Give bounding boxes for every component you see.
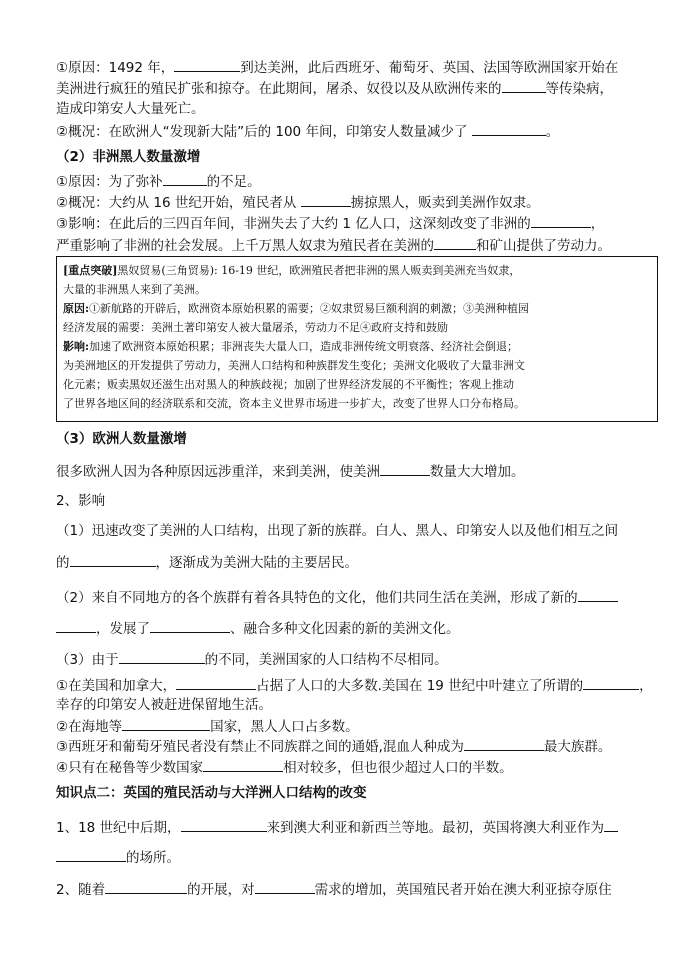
fill-blank[interactable]	[255, 880, 315, 894]
fill-blank[interactable]	[531, 214, 591, 228]
fill-blank[interactable]	[472, 122, 546, 136]
knowledge-point-heading: 知识点二：英国的殖民活动与大洋洲人口结构的改变	[56, 785, 367, 801]
key-point-box	[56, 256, 658, 422]
fill-blank[interactable]	[203, 758, 283, 772]
fill-blank[interactable]	[174, 58, 240, 72]
s1-line2: 美洲进行疯狂的殖民扩张和掠夺。在此期间，屠杀、奴役以及从欧洲传来的 等传染病，	[56, 81, 613, 97]
fill-blank[interactable]	[434, 236, 476, 250]
s2-line4: 严重影响了非洲的社会发展。上千万黑人奴隶为殖民者在美洲的 和矿山提供了劳动力。	[56, 238, 611, 254]
s5-line3: 2、随着 的开展，对 需求的增加，英国殖民者开始在澳大利亚掠夺原住	[56, 882, 612, 898]
fill-blank[interactable]	[163, 172, 207, 186]
s2-line2: ②概况：大约从 16 世纪开始，殖民者从 掳掠黑人，贩卖到美洲作奴隶。	[56, 195, 540, 211]
box-effect-2: 为美洲地区的开发提供了劳动力，美洲人口结构和种族群发生变化；美洲文化吸收了大量非洲文	[63, 359, 525, 372]
s4-q4: ③西班牙和葡萄牙殖民者没有禁止不同族群之间的通婚,混血人种成为 最大族群。	[56, 739, 612, 755]
section-heading: （2）非洲黑人数量激增	[56, 149, 201, 165]
s2-line1: ①原因：为了弥补 的不足。	[56, 174, 261, 190]
s4-p1-line1: （1）迅速改变了美洲的人口结构，出现了新的族群。白人、黑人、印第安人以及他们相互之间	[56, 523, 619, 539]
s1-line3: 造成印第安人大量死亡。	[56, 101, 205, 117]
fill-blank[interactable]	[176, 676, 256, 690]
s4-p2-line1: （2）来自不同地方的各个族群有着各具特色的文化，他们共同生活在美洲，形成了新的	[56, 588, 648, 607]
section-heading: （3）欧洲人数量激增	[56, 431, 187, 447]
s2-line3: ③影响：在此后的三四百年间，非洲失去了大约 1 亿人口，这深刻改变了非洲的 ，	[56, 216, 605, 232]
box-title: [重点突破]黑奴贸易(三角贸易): 16-19 世纪，欧洲殖民者把非洲的黑人贩卖到美洲充当奴隶，	[63, 264, 521, 277]
s4-p3: （3）由于 的不同，美洲国家的人口结构不尽相同。	[56, 652, 448, 668]
s4-q1: ①在美国和加拿大， 占据了人口的大多数.美国在 19 世纪中叶建立了所谓的 ，	[56, 678, 653, 694]
s4-q2: 幸存的印第安人被赶进保留地生活。	[56, 697, 272, 713]
s1-line4: ②概况：在欧洲人“发现新大陆”后的 100 年间，印第安人数量减少了 。	[56, 124, 560, 140]
box-effect-4: 了世界各地区间的经济联系和交流，资本主义世界市场进一步扩大，改变了世界人口分布格局。	[63, 397, 525, 410]
fill-blank[interactable]	[604, 818, 618, 832]
fill-blank[interactable]	[502, 79, 546, 93]
s4-q5: ④只有在秘鲁等少数国家 相对较多，但也很少超过人口的半数。	[56, 760, 513, 776]
s3-line1: 很多欧洲人因为各种原因远涉重洋，来到美洲，使美洲 数量大大增加。	[56, 464, 525, 480]
s4-p1-line2: 的 ，逐渐成为美洲大陆的主要居民。	[56, 555, 358, 571]
s5-line1: 1、18 世纪中后期， 来到澳大利亚和新西兰等地。最初，英国将澳大利亚作为	[56, 818, 648, 837]
fill-blank[interactable]	[56, 619, 96, 633]
fill-blank[interactable]	[464, 737, 544, 751]
box-title-cont: 大量的非洲黑人来到了美洲。	[63, 283, 206, 296]
box-effect-3: 化元素；贩卖黑奴还滋生出对黑人的种族歧视；加剧了世界经济发展的不平衡性；客观上推动	[63, 378, 514, 391]
fill-blank[interactable]	[578, 588, 618, 602]
s1-line1: ①原因：1492 年， 到达美洲，此后西班牙、葡萄牙、英国、法国等欧洲国家开始在	[56, 60, 619, 76]
s4-p2-line2: ，发展了 、融合多种文化因素的新的美洲文化。	[56, 619, 648, 638]
fill-blank[interactable]	[56, 848, 126, 862]
s5-line2: 的场所。	[56, 848, 648, 867]
fill-blank[interactable]	[105, 880, 187, 894]
fill-blank[interactable]	[380, 462, 430, 476]
fill-blank[interactable]	[70, 553, 156, 567]
fill-blank[interactable]	[122, 717, 210, 731]
fill-blank[interactable]	[119, 650, 205, 664]
fill-blank[interactable]	[301, 193, 351, 207]
box-effect-1: 影响:加速了欧洲资本原始积累；非洲丧失大量人口，造成非洲传统文明衰落、经济社会倒退；	[63, 340, 519, 353]
box-cause-2: 经济发展的需要：美洲土著印第安人被大量屠杀，劳动力不足④政府支持和鼓励	[63, 321, 448, 334]
section-heading: 2、影响	[56, 493, 106, 509]
fill-blank[interactable]	[583, 676, 639, 690]
fill-blank[interactable]	[181, 818, 267, 832]
fill-blank[interactable]	[150, 619, 230, 633]
s4-q3: ②在海地等 国家，黑人人口占多数。	[56, 719, 359, 735]
box-cause-1: 原因:①新航路的开辟后，欧洲资本原始积累的需要；②奴隶贸易巨额利润的刺激；③美洲种植园	[63, 302, 530, 315]
